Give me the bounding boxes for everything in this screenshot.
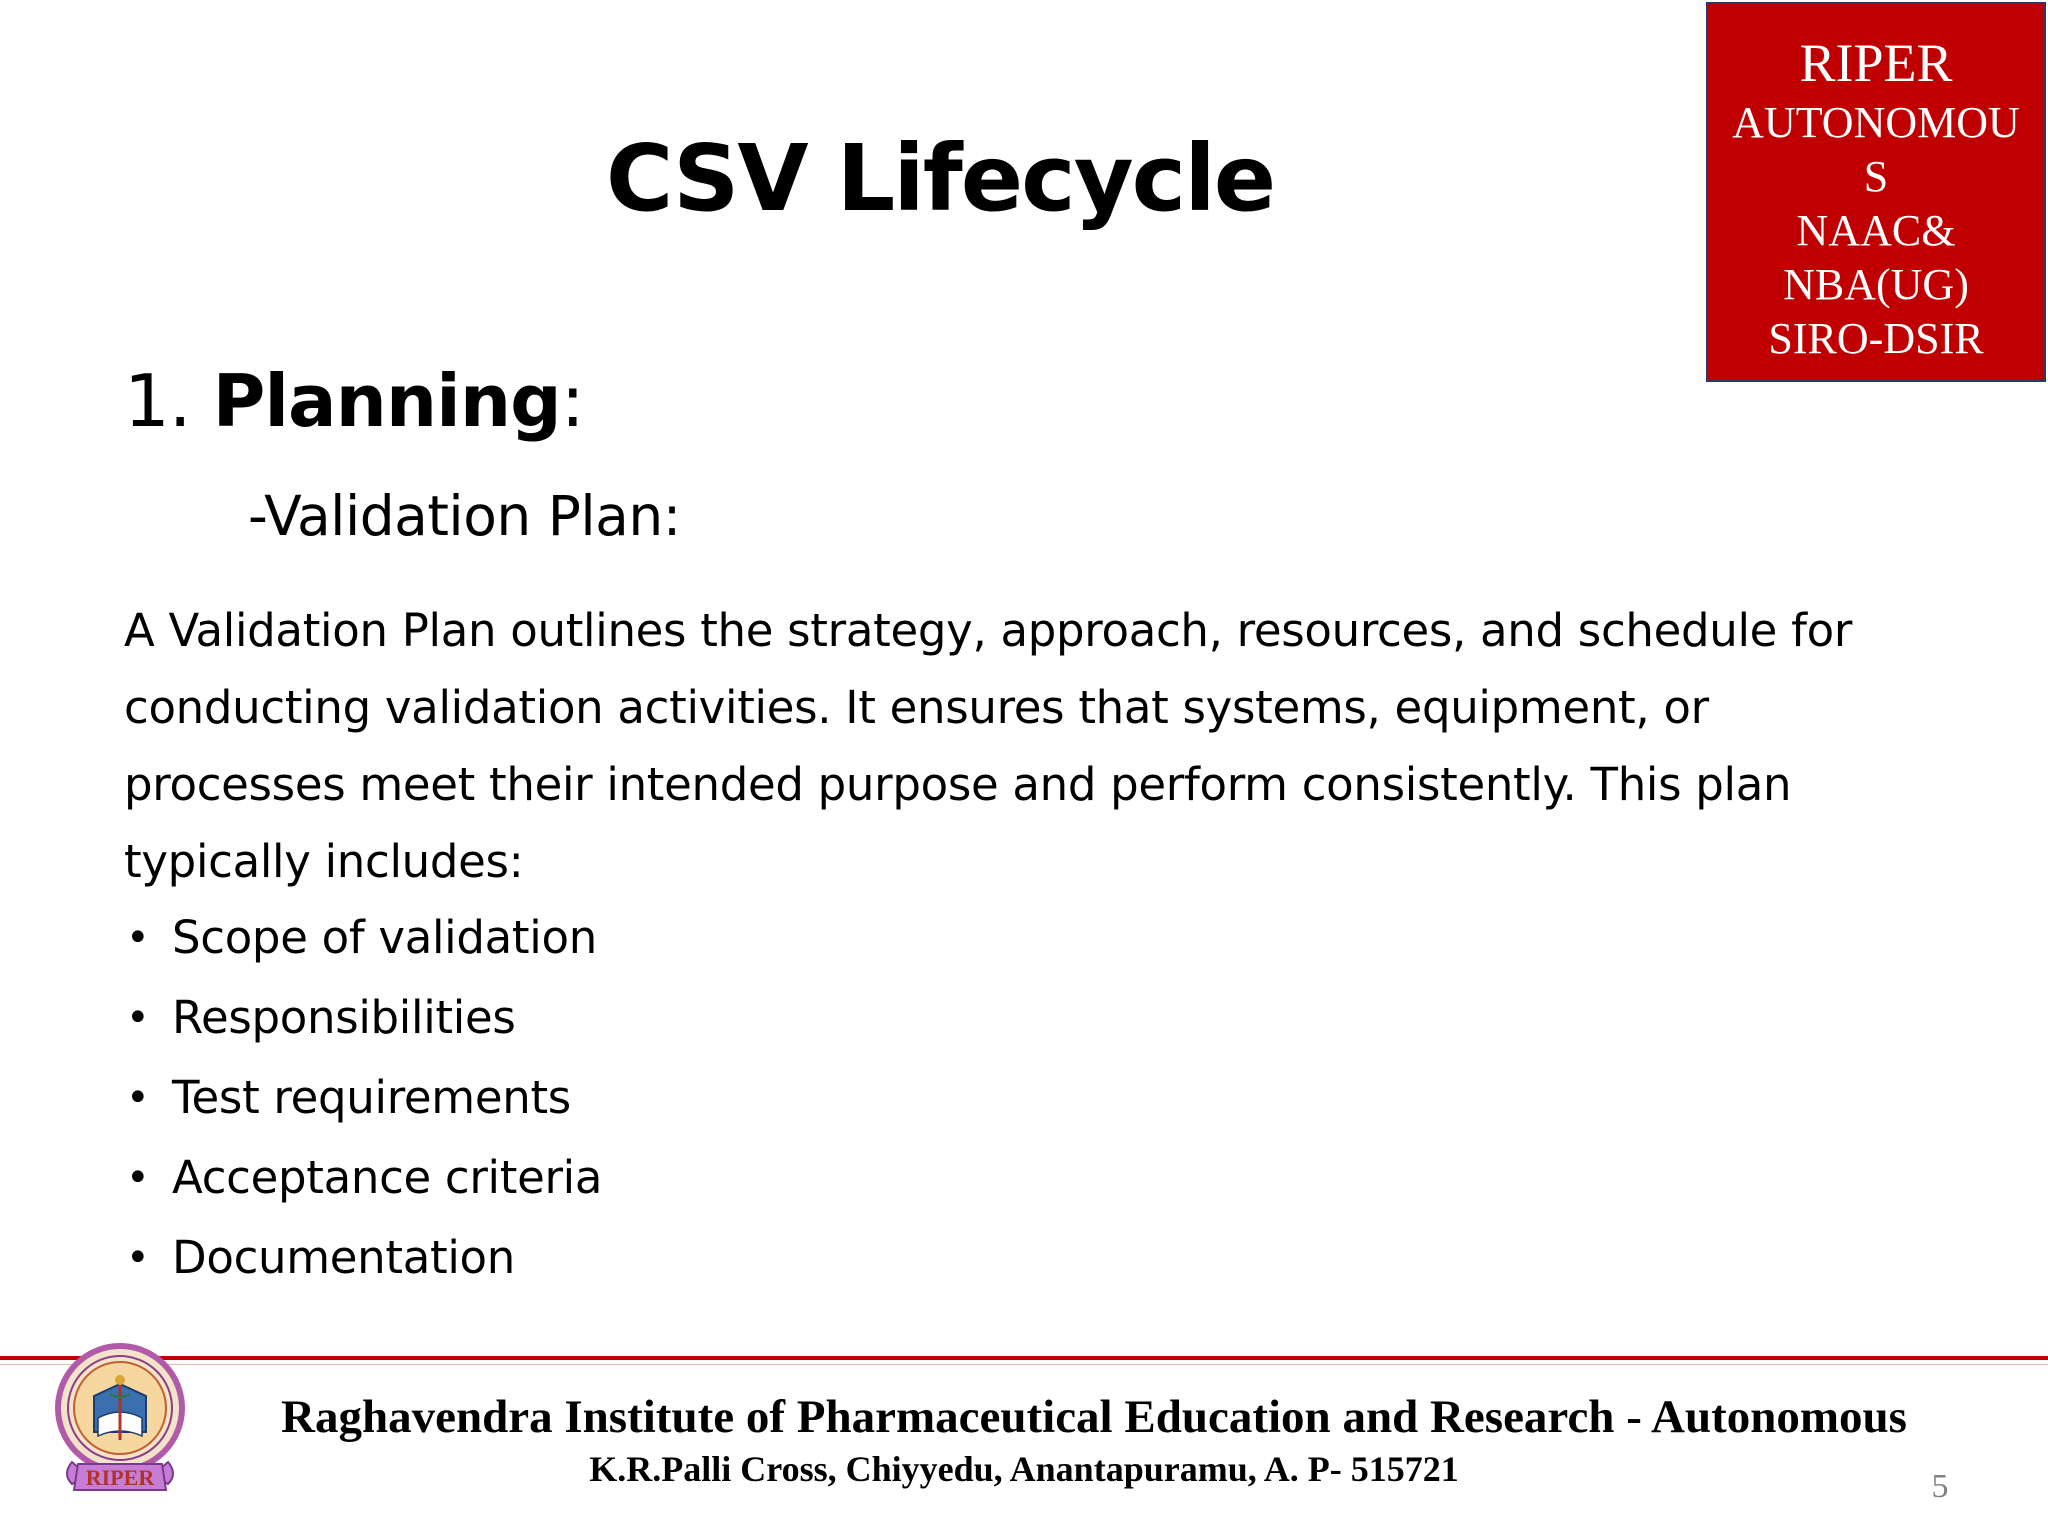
list-item-text: Responsibilities (172, 991, 516, 1044)
badge-line-nba: NBA(UG) (1783, 260, 1969, 309)
sub-heading: -Validation Plan: (248, 484, 681, 548)
bullet-icon: • (126, 1155, 150, 1201)
bullet-list (124, 898, 602, 1298)
list-item (124, 1058, 602, 1138)
slide-title: CSV Lifecycle (605, 125, 1275, 232)
badge-line-naac: NAAC& (1796, 206, 1956, 255)
list-item (124, 1218, 602, 1298)
section-label: Planning (212, 359, 561, 443)
list-item-text: Acceptance criteria (172, 1151, 603, 1204)
list-item (124, 1138, 602, 1218)
logo-ribbon-text: RIPER (85, 1465, 155, 1490)
list-item (124, 898, 602, 978)
list-item-text: Scope of validation (172, 911, 597, 964)
section-colon: : (560, 359, 584, 443)
bullet-icon: • (126, 1235, 150, 1281)
page-number: 5 (1931, 1468, 1949, 1505)
badge-line-riper: RIPER (1799, 33, 1953, 93)
list-item-text: Documentation (172, 1231, 516, 1284)
badge-line-autonomous-s: S (1863, 152, 1889, 201)
bullet-icon: • (126, 915, 150, 961)
list-item-text: Test requirements (172, 1071, 571, 1124)
riper-logo-icon (42, 1336, 202, 1532)
badge-line-autonomous: AUTONOMOU (1732, 98, 2020, 147)
bullet-icon: • (126, 995, 150, 1041)
body-paragraph: A Validation Plan outlines the strategy, approach, resources, and schedule for conducting validation activities. It ensures that systems, equipment, or processes meet their intended purpose and perform consistently. This plan typically includes: (124, 604, 1853, 888)
section-number: 1. (124, 359, 213, 443)
section-heading (124, 359, 584, 443)
footer-divider (0, 1356, 2048, 1360)
institute-address: K.R.Palli Cross, Chiyyedu, Anantapuramu, A. P- 515721 (589, 1449, 1459, 1489)
badge-line-siro: SIRO-DSIR (1768, 314, 1984, 363)
accreditation-badge (1706, 2, 2046, 382)
bullet-icon: • (126, 1075, 150, 1121)
institute-name: Raghavendra Institute of Pharmaceutical Education and Research - Autonomous (281, 1391, 1907, 1443)
footer-divider-thin (0, 1364, 2048, 1365)
list-item (124, 978, 602, 1058)
